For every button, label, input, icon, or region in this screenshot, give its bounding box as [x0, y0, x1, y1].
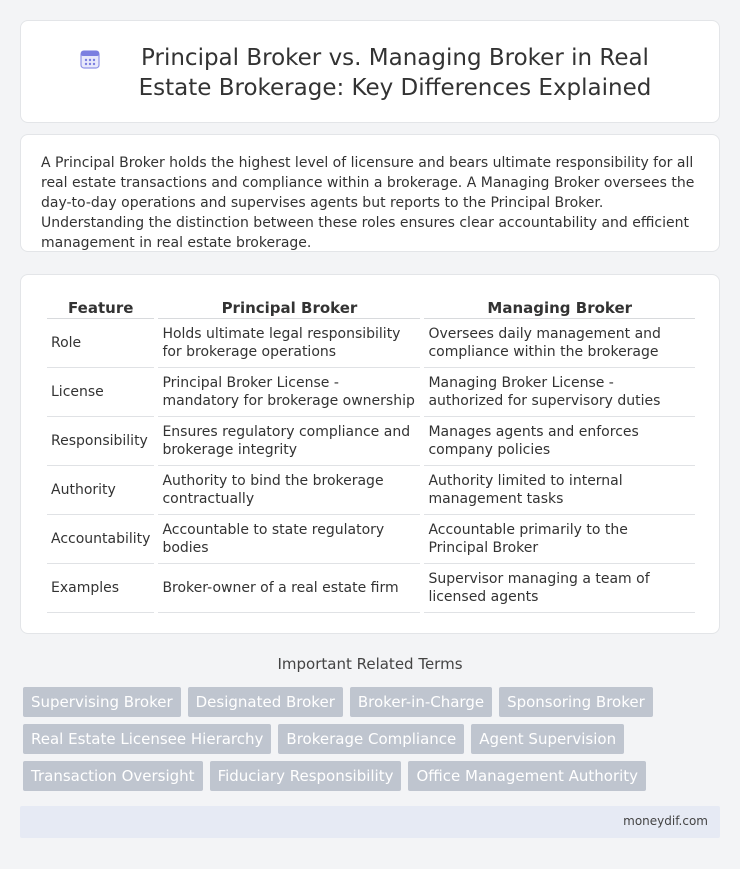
principal-cell: Principal Broker License - mandatory for brokerage ownership: [158, 368, 420, 417]
managing-cell: Manages agents and enforces company policies: [424, 417, 695, 466]
related-terms-tags: [23, 687, 713, 791]
related-terms-heading: Important Related Terms: [277, 655, 463, 673]
feature-cell: Role: [47, 319, 154, 368]
table-header-row: [47, 297, 695, 319]
feature-cell: Examples: [47, 564, 154, 613]
tag-sponsoring-broker[interactable]: Sponsoring Broker: [499, 687, 653, 717]
table-row: [47, 564, 695, 613]
summary-paragraph: A Principal Broker holds the highest level of licensure and bears ultimate responsibility for all real estate transactions and compliance within a brokerage. A Managing Broker oversees the day-to-day operations and supervises agents but reports to the Principal Broker. Understanding the distinction between these roles ensures clear accountability and efficient management in real estate brokerage.: [41, 155, 695, 251]
feature-cell: Responsibility: [47, 417, 154, 466]
tag-transaction-oversight[interactable]: Transaction Oversight: [23, 761, 203, 791]
table-row: [47, 319, 695, 368]
managing-cell: Oversees daily management and compliance within the brokerage: [424, 319, 695, 368]
title-card: [20, 20, 720, 123]
tag-designated-broker[interactable]: Designated Broker: [188, 687, 343, 717]
principal-cell: Broker-owner of a real estate firm: [158, 564, 420, 613]
managing-cell: Supervisor managing a team of licensed agents: [424, 564, 695, 613]
managing-cell: Managing Broker License - authorized for supervisory duties: [424, 368, 695, 417]
tag-broker-in-charge[interactable]: Broker-in-Charge: [350, 687, 492, 717]
column-header-feature: Feature: [47, 297, 154, 319]
tag-agent-supervision[interactable]: Agent Supervision: [471, 724, 624, 754]
page-title: Principal Broker vs. Managing Broker in Real Estate Brokerage: Key Differences Explained: [138, 45, 652, 101]
footer-site-link[interactable]: moneydif.com: [623, 814, 708, 828]
principal-cell: Ensures regulatory compliance and brokerage integrity: [158, 417, 420, 466]
principal-cell: Accountable to state regulatory bodies: [158, 515, 420, 564]
summary-card: [20, 134, 720, 252]
table-row: [47, 417, 695, 466]
comparison-table: [43, 297, 699, 613]
column-header-managing-broker: Managing Broker: [424, 297, 695, 319]
table-row: [47, 515, 695, 564]
table-row: [47, 466, 695, 515]
tag-real-estate-licensee-hierarchy[interactable]: Real Estate Licensee Hierarchy: [23, 724, 271, 754]
managing-cell: Accountable primarily to the Principal Broker: [424, 515, 695, 564]
comparison-card: [20, 274, 720, 634]
principal-cell: Authority to bind the brokerage contractually: [158, 466, 420, 515]
tag-brokerage-compliance[interactable]: Brokerage Compliance: [278, 724, 464, 754]
feature-cell: Authority: [47, 466, 154, 515]
footer: [20, 806, 720, 838]
tag-fiduciary-responsibility[interactable]: Fiduciary Responsibility: [210, 761, 402, 791]
feature-cell: Accountability: [47, 515, 154, 564]
feature-cell: License: [47, 368, 154, 417]
table-row: [47, 368, 695, 417]
principal-cell: Holds ultimate legal responsibility for brokerage operations: [158, 319, 420, 368]
tag-office-management-authority[interactable]: Office Management Authority: [408, 761, 646, 791]
managing-cell: Authority limited to internal management tasks: [424, 466, 695, 515]
column-header-principal-broker: Principal Broker: [158, 297, 420, 319]
tag-supervising-broker[interactable]: Supervising Broker: [23, 687, 181, 717]
